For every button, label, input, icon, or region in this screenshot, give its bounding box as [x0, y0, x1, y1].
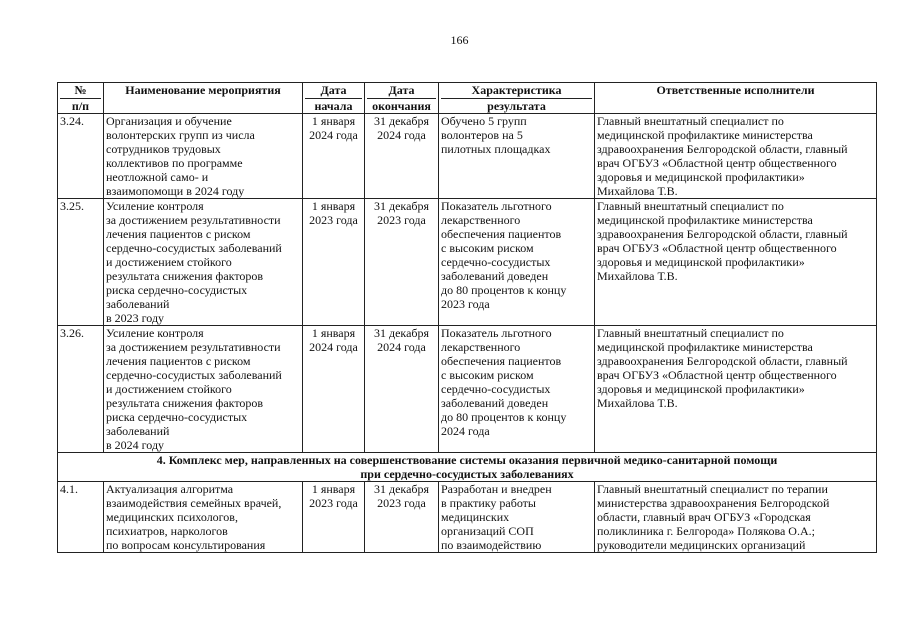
row-end-date: 31 декабря 2023 года	[365, 482, 439, 553]
row-start-date: 1 января 2024 года	[303, 326, 365, 453]
row-activity: Организация и обучение волонтерских групп из числа сотрудников трудовых коллективов по программе неотложной само- и взаимопомощи в 2024 году	[104, 114, 303, 199]
row-number: 3.24.	[58, 114, 104, 199]
row-result: Показатель льготного лекарственного обеспечения пациентов с высоким риском сердечно-сосудистых заболеваний доведен до 80 процентов к концу 2024 года	[439, 326, 595, 453]
row-activity: Усиление контроля за достижением результативности лечения пациентов с риском сердечно-сосудистых заболеваний и достижением стойкого результата снижения факторов риска сердечно-сосудистых заболеваний в 2023 году	[104, 199, 303, 326]
row-result: Показатель льготного лекарственного обеспечения пациентов с высоким риском сердечно-сосудистых заболеваний доведен до 80 процентов к концу 2023 года	[439, 199, 595, 326]
row-number: 3.25.	[58, 199, 104, 326]
row-activity: Усиление контроля за достижением результативности лечения пациентов с риском сердечно-сосудистых заболеваний и достижением стойкого результата снижения факторов риска сердечно-сосудистых заболеваний в 2024 году	[104, 326, 303, 453]
header-end: Дата окончания	[365, 83, 439, 114]
row-executors: Главный внештатный специалист по терапии министерства здравоохранения Белгородской области, главный врач ОГБУЗ «Городская поликлиника г. Белгорода» Полякова О.А.; руководители медицинских организаций	[595, 482, 877, 553]
row-end-date: 31 декабря 2024 года	[365, 326, 439, 453]
row-start-date: 1 января 2024 года	[303, 114, 365, 199]
row-executors: Главный внештатный специалист по медицинской профилактике министерства здравоохранения Белгородской области, главный врач ОГБУЗ «Областной центр общественного здоровья и медицинской профилактики» Михайлова Т.В.	[595, 114, 877, 199]
row-activity: Актуализация алгоритма взаимодействия семейных врачей, медицинских психологов, психиатров, наркологов по вопросам консультирования	[104, 482, 303, 553]
row-result: Обучено 5 групп волонтеров на 5 пилотных площадках	[439, 114, 595, 199]
header-name: Наименование мероприятия	[104, 83, 303, 114]
header-executors: Ответственные исполнители	[595, 83, 877, 114]
header-result: Характеристика результата	[439, 83, 595, 114]
section-title: 4. Комплекс мер, направленных на совершенствование системы оказания первичной медико-санитарной помощи при сердечно-сосудистых заболеваниях	[58, 453, 877, 482]
row-end-date: 31 декабря 2024 года	[365, 114, 439, 199]
table-row	[58, 199, 877, 326]
row-result: Разработан и внедрен в практику работы медицинских организаций СОП по взаимодействию	[439, 482, 595, 553]
row-start-date: 1 января 2023 года	[303, 199, 365, 326]
row-start-date: 1 января 2023 года	[303, 482, 365, 553]
table-row	[58, 326, 877, 453]
row-executors: Главный внештатный специалист по медицинской профилактике министерства здравоохранения Белгородской области, главный врач ОГБУЗ «Областной центр общественного здоровья и медицинской профилактики» Михайлова Т.В.	[595, 199, 877, 326]
section-heading-row	[58, 453, 877, 482]
header-num: № п/п	[58, 83, 104, 114]
page-number: 166	[450, 33, 469, 47]
table-header-row	[58, 83, 877, 114]
header-start: Дата начала	[303, 83, 365, 114]
row-number: 4.1.	[58, 482, 104, 553]
activities-table	[57, 82, 877, 553]
table-row	[58, 482, 877, 553]
row-executors: Главный внештатный специалист по медицинской профилактике министерства здравоохранения Белгородской области, главный врач ОГБУЗ «Областной центр общественного здоровья и медицинской профилактики» Михайлова Т.В.	[595, 326, 877, 453]
table-row	[58, 114, 877, 199]
row-end-date: 31 декабря 2023 года	[365, 199, 439, 326]
row-number: 3.26.	[58, 326, 104, 453]
